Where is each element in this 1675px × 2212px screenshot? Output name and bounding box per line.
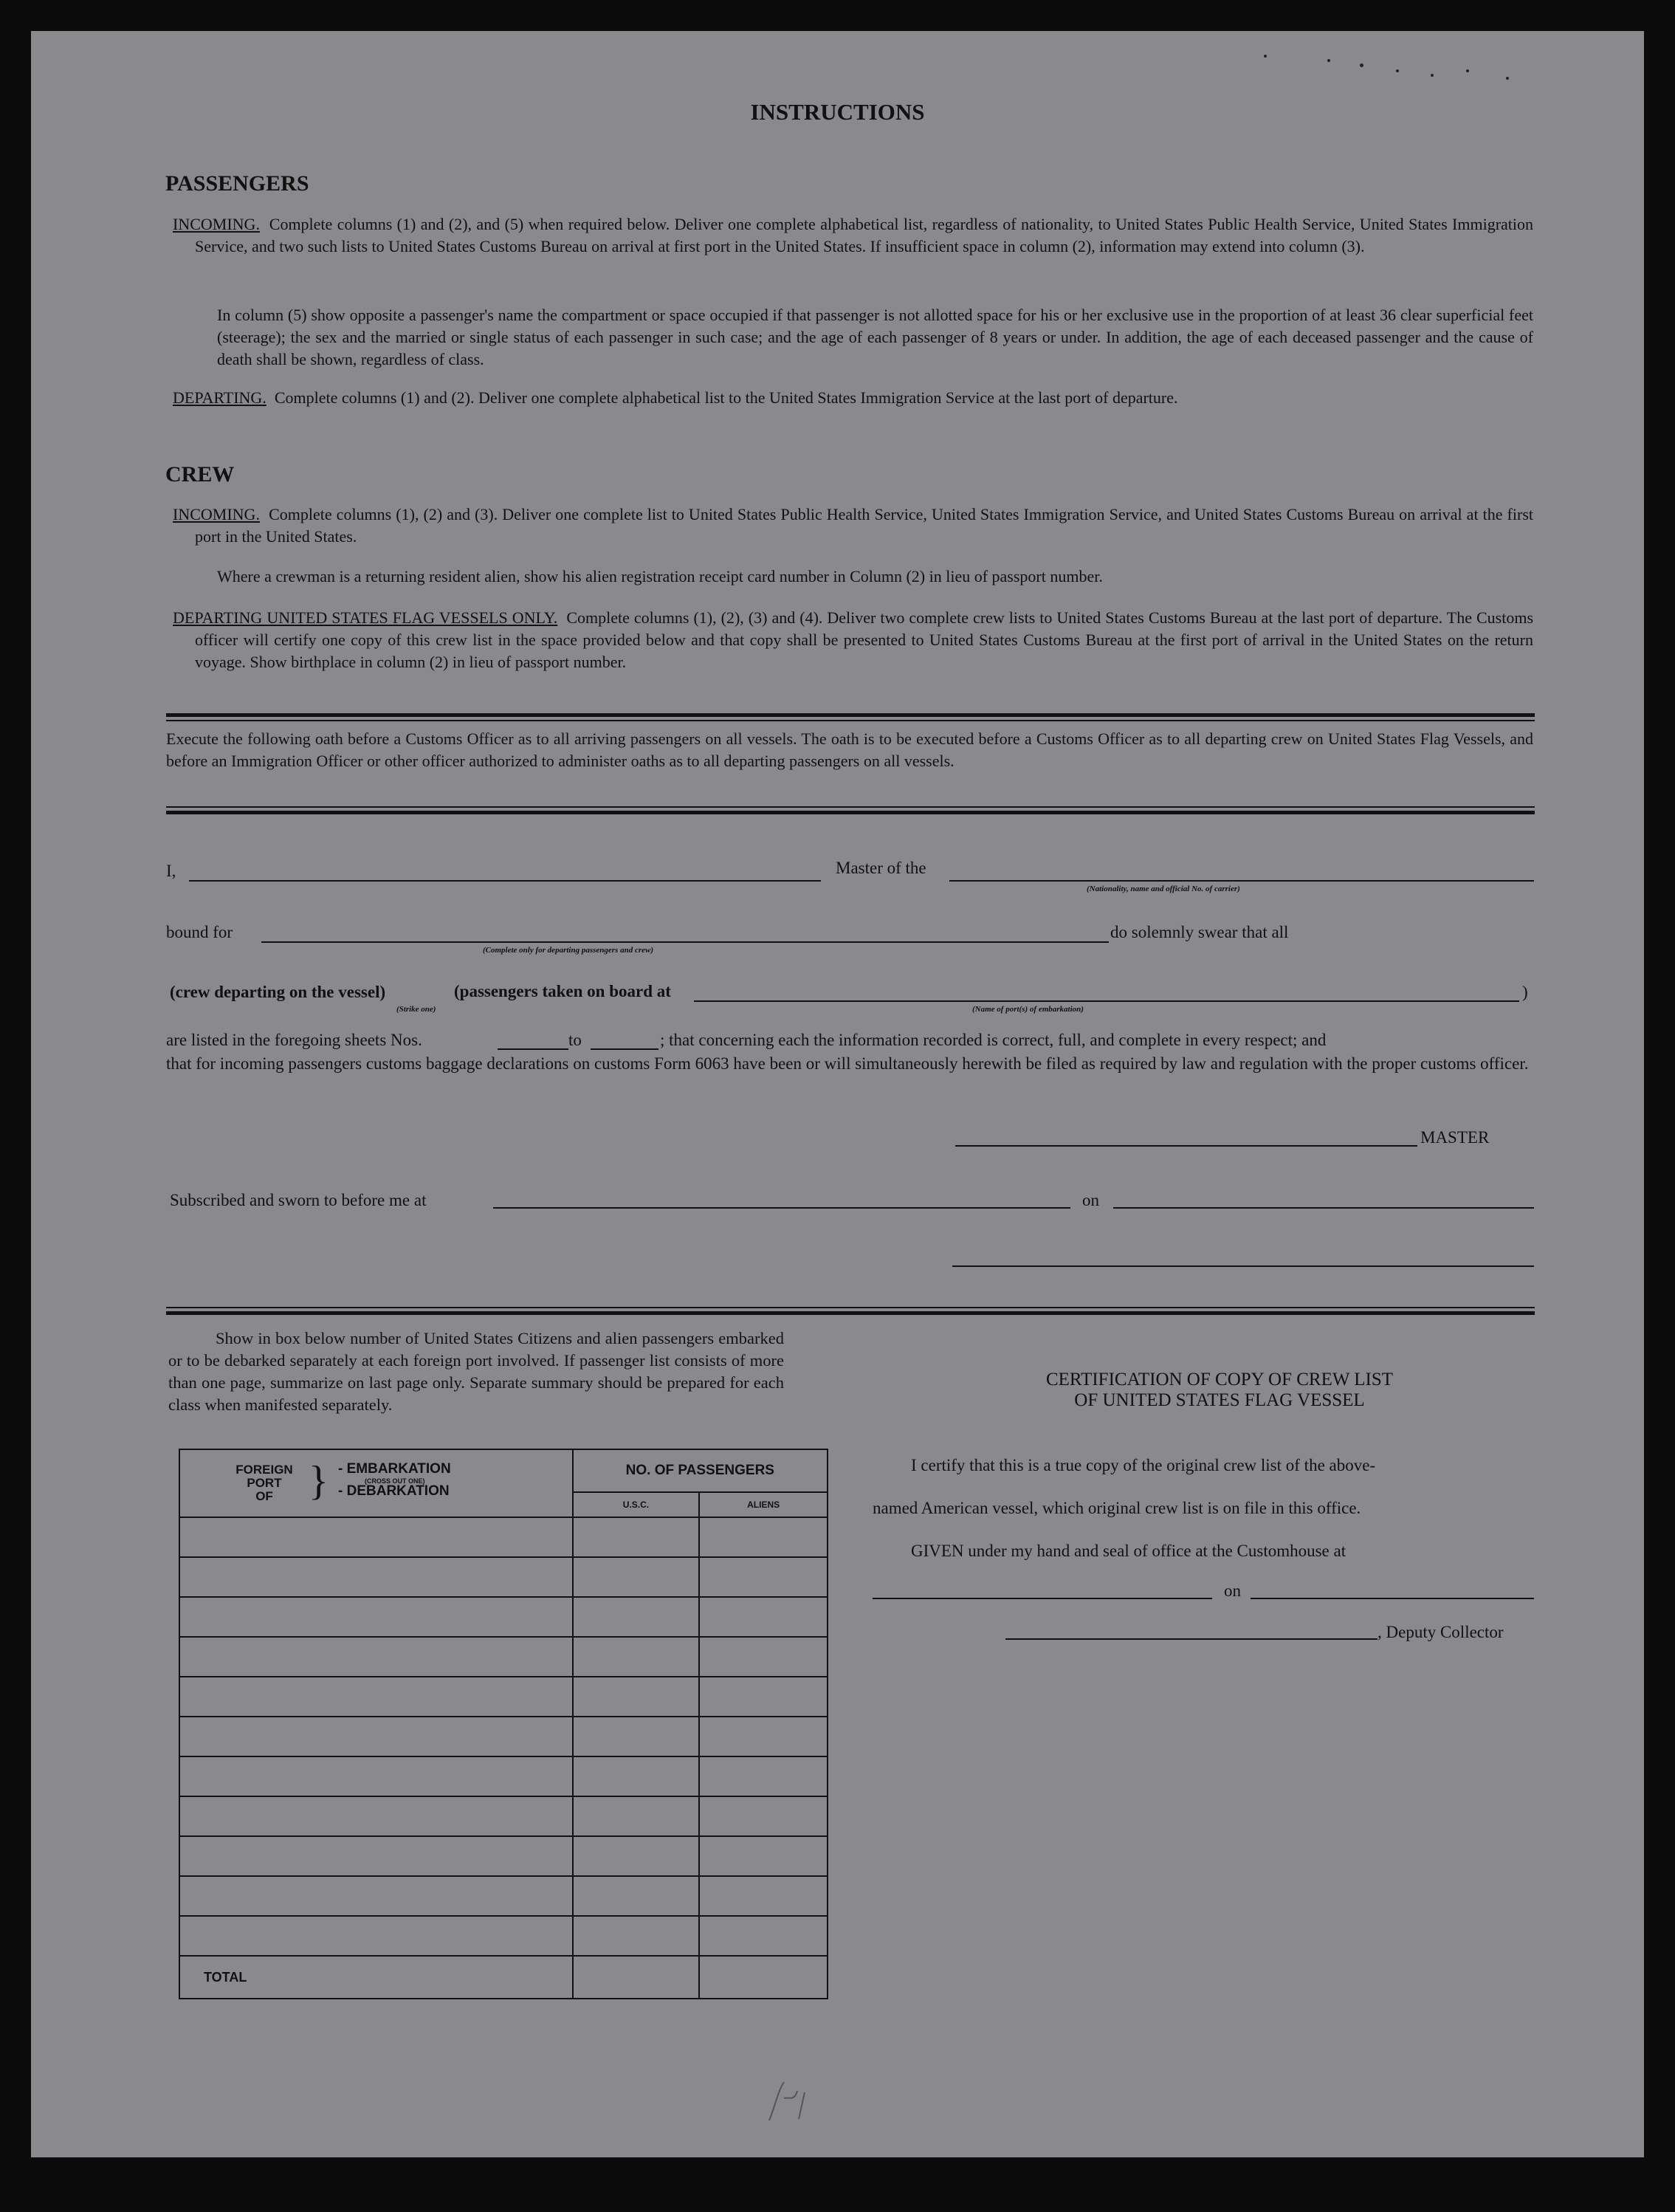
cert-date-field[interactable] [1251, 1598, 1534, 1599]
table-row [179, 1836, 828, 1876]
sheet-to-field[interactable] [591, 1048, 658, 1050]
port-cell[interactable] [179, 1597, 573, 1637]
cross-out-label: (CROSS OUT ONE) [365, 1477, 425, 1485]
table-row [179, 1677, 828, 1717]
listed-a-label: are listed in the foregoing sheets Nos. [166, 1031, 422, 1049]
table-row [179, 1597, 828, 1637]
sworn-on-label: on [1082, 1191, 1099, 1209]
passengers-incoming-label: INCOMING. [173, 215, 260, 233]
master-label: MASTER [1420, 1128, 1490, 1147]
certify-a: I certify that this is a true copy of the original crew list of the above- [911, 1456, 1376, 1474]
port-cell[interactable] [179, 1916, 573, 1956]
crew-incoming-paragraph [173, 504, 1533, 548]
passengers-incoming-text: Complete columns (1) and (2), and (5) when required below. Deliver one complete alphabetical list, regardless of nationality, to United States Public Health Service, United States Immigration Service, and two such lists to United States Customs Bureau on arrival at first port in the United States. If insufficient space in column (2), information may extend into column (3). [195, 215, 1534, 255]
strike-one-caption: (Strike one) [396, 1005, 436, 1014]
usc-cell[interactable] [573, 1876, 700, 1916]
listed-c-paragraph: that for incoming passengers customs baggage declarations on customs Form 6063 have been or will simultaneously herewith be filed as required by law and regulation with the proper customs officer. [166, 1054, 1529, 1073]
port-cell[interactable] [179, 1717, 573, 1756]
certification-title [858, 1370, 1581, 1411]
port-cell[interactable] [179, 1557, 573, 1597]
embarkation-label: - EMBARKATION [338, 1461, 451, 1477]
aliens-cell[interactable] [699, 1756, 828, 1796]
scan-speck [1360, 63, 1363, 67]
port-cell[interactable] [179, 1836, 573, 1876]
table-body [179, 1517, 828, 1956]
crew-departing-label: DEPARTING UNITED STATES FLAG VESSELS ONLY. [173, 608, 558, 627]
no-passengers-header: NO. OF PASSENGERS [573, 1449, 828, 1492]
port-cell[interactable] [179, 1517, 573, 1557]
passengers-departing-text: Complete columns (1) and (2). Deliver one complete alphabetical list to the United States Immigration Service at the last port of departure. [274, 388, 1178, 407]
passengers-departing-paragraph [173, 387, 1533, 409]
table-row [179, 1717, 828, 1756]
usc-cell[interactable] [573, 1916, 700, 1956]
oath-i-label: I, [166, 862, 176, 880]
aliens-cell[interactable] [699, 1637, 828, 1677]
table-row [179, 1517, 828, 1557]
port-cell[interactable] [179, 1876, 573, 1916]
ports-caption: (Name of port(s) of embarkation) [972, 1005, 1084, 1014]
usc-cell[interactable] [573, 1517, 700, 1557]
usc-cell[interactable] [573, 1677, 700, 1717]
total-aliens-cell[interactable] [699, 1956, 828, 1999]
bound-for-field[interactable] [261, 941, 837, 943]
debarkation-label: - DEBARKATION [338, 1483, 450, 1499]
deputy-label: , Deputy Collector [1378, 1623, 1504, 1641]
passengers-incoming-paragraph [173, 213, 1534, 258]
table-row [179, 1637, 828, 1677]
passenger-summary-table [179, 1449, 828, 1999]
crew-departing-text: Complete columns (1), (2), (3) and (4). Deliver two complete crew lists to United States Customs Bureau at the last port of departure. The Customs officer will certify one copy of this crew list in the space provided below and that copy shall be presented to United States Customs Bureau at the first port of arrival in the United States on the return voyage. Show birthplace in column (2) in lieu of passport number. [195, 608, 1534, 671]
port-label: PORT [247, 1476, 282, 1490]
officer-signature-field[interactable] [952, 1265, 1534, 1267]
section-rule [166, 713, 1535, 717]
aliens-cell[interactable] [699, 1796, 828, 1836]
scan-speck [1431, 74, 1434, 77]
brace-icon: } [309, 1458, 329, 1504]
scan-speck [1506, 77, 1509, 80]
aliens-cell[interactable] [699, 1677, 828, 1717]
listed-to-label: to [568, 1031, 582, 1049]
scan-speck [1327, 59, 1330, 62]
crew-departing-option[interactable]: (crew departing on the vessel) [170, 983, 386, 1001]
usc-cell[interactable] [573, 1597, 700, 1637]
customhouse-field[interactable] [873, 1598, 1212, 1599]
aliens-cell[interactable] [699, 1876, 828, 1916]
master-signature-field[interactable] [955, 1145, 1417, 1147]
section-rule [166, 1307, 1535, 1308]
table-row [179, 1756, 828, 1796]
crew-incoming-label: INCOMING. [173, 505, 260, 523]
master-name-field[interactable] [189, 880, 821, 882]
usc-header: U.S.C. [573, 1492, 700, 1517]
aliens-cell[interactable] [699, 1517, 828, 1557]
pencil-scribble [762, 2076, 814, 2128]
carrier-field[interactable] [949, 880, 1534, 882]
listed-b-label: ; that concerning each the information recorded is correct, full, and complete in every respect; and [660, 1031, 1327, 1049]
cert-on-label: on [1224, 1581, 1241, 1600]
table-row [179, 1916, 828, 1956]
crew-departing-paragraph [173, 607, 1534, 673]
aliens-cell[interactable] [699, 1597, 828, 1637]
do-solemnly-label: do solemnly swear that all [1110, 923, 1289, 941]
section-rule [166, 1311, 1535, 1315]
table-row [179, 1876, 828, 1916]
usc-cell[interactable] [573, 1717, 700, 1756]
port-cell[interactable] [179, 1677, 573, 1717]
port-cell[interactable] [179, 1637, 573, 1677]
section-rule [166, 806, 1535, 808]
master-of-the-label: Master of the [836, 859, 926, 877]
bound-for-label: bound for [166, 923, 233, 941]
certification-title-line2: OF UNITED STATES FLAG VESSEL [1074, 1390, 1365, 1410]
crew-resident-paragraph: Where a crewman is a returning resident alien, show his alien registration receipt card number in Column (2) in lieu of passport number. [217, 567, 1103, 585]
crew-incoming-text: Complete columns (1), (2) and (3). Deliver one complete list to United States Public Health Service, United States Immigration Service, and United States Customs Bureau on arrival at the first port in the United States. [195, 505, 1533, 546]
passengers-heading: PASSENGERS [165, 171, 309, 196]
aliens-header: ALIENS [699, 1492, 828, 1517]
table-header-port [179, 1449, 573, 1517]
foreign-label: FOREIGN [235, 1463, 293, 1477]
summary-instructions: Show in box below number of United States Citizens and alien passengers embarked or to be debarked separately at each foreign port involved. If passenger list consists of more than one page, summarize on last page only. Separate summary should be prepared for each class when manifested separately. [168, 1329, 784, 1414]
subscribed-label: Subscribed and sworn to before me at [170, 1191, 427, 1209]
port-cell[interactable] [179, 1756, 573, 1796]
passengers-departing-label: DEPARTING. [173, 388, 266, 407]
usc-cell[interactable] [573, 1796, 700, 1836]
section-rule [166, 811, 1535, 814]
usc-cell[interactable] [573, 1836, 700, 1876]
usc-cell[interactable] [573, 1637, 700, 1677]
scan-speck [1466, 69, 1469, 72]
sworn-date-field[interactable] [1113, 1207, 1534, 1209]
complete-only-caption: (Complete only for departing passengers and crew) [483, 946, 653, 955]
sheet-from-field[interactable] [498, 1048, 568, 1050]
bound-for-field-2[interactable] [837, 941, 1109, 943]
passengers-column5-paragraph: In column (5) show opposite a passenger's name the compartment or space occupied if that passenger is not allotted space for his or her exclusive use in the proportion of at least 36 clear superficial feet (steerage); the sex and the married or single status of each passenger in such case; and the age of each passenger of 8 years or under. In addition, the age of each deceased passenger and the cause of death shall be shown, regardless of class. [217, 306, 1533, 368]
aliens-cell[interactable] [699, 1916, 828, 1956]
aliens-cell[interactable] [699, 1557, 828, 1597]
aliens-cell[interactable] [699, 1717, 828, 1756]
given-label: GIVEN under my hand and seal of office at the Customhouse at [911, 1542, 1346, 1560]
port-cell[interactable] [179, 1796, 573, 1836]
close-paren: ) [1522, 983, 1528, 1001]
usc-cell[interactable] [573, 1756, 700, 1796]
sworn-place-field[interactable] [493, 1207, 1070, 1209]
oath-intro: Execute the following oath before a Customs Officer as to all arriving passengers on all vessels. The oath is to be executed before a Customs Officer as to all departing crew on United States Flag Vessels, and before an Immigration Officer or other officer authorized to administer oaths as to all departing passengers on all vessels. [166, 729, 1533, 770]
usc-cell[interactable] [573, 1557, 700, 1597]
page-title: INSTRUCTIONS [750, 99, 925, 125]
certify-b: named American vessel, which original crew list is on file in this office. [873, 1499, 1361, 1517]
table-row [179, 1796, 828, 1836]
scan-speck [1264, 55, 1267, 58]
table-total-row [179, 1956, 828, 1999]
form-page [31, 31, 1644, 2157]
section-rule [166, 720, 1535, 721]
embarkation-ports-field[interactable] [694, 1000, 1519, 1002]
scan-speck [1396, 69, 1399, 72]
aliens-cell[interactable] [699, 1836, 828, 1876]
passengers-taken-option[interactable]: (passengers taken on board at [454, 982, 671, 1000]
crew-heading: CREW [165, 462, 235, 487]
total-label: TOTAL [179, 1956, 573, 1999]
total-usc-cell[interactable] [573, 1956, 700, 1999]
deputy-signature-field[interactable] [1005, 1638, 1378, 1640]
of-label: OF [255, 1489, 273, 1503]
certification-title-line1: CERTIFICATION OF COPY OF CREW LIST [1045, 1370, 1394, 1390]
nationality-caption: (Nationality, name and official No. of carrier) [1087, 885, 1240, 893]
table-row [179, 1557, 828, 1597]
